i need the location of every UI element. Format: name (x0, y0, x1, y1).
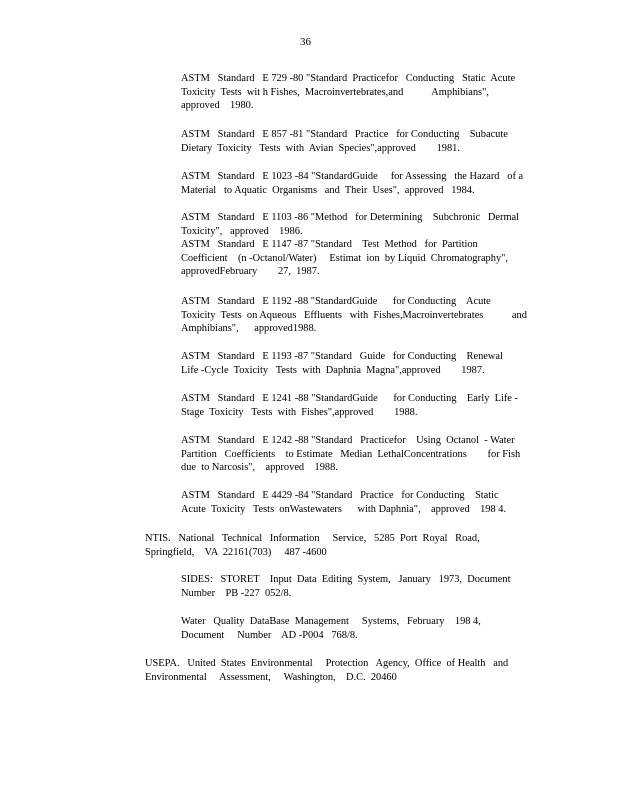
reference-line: SIDES: STORET Input Data Editing System, January 1973, Document (181, 574, 511, 585)
reference-usepa (145, 657, 545, 684)
reference-line: approvedFebruary 27, 1987. (181, 266, 320, 278)
reference-line: NTIS. National Technical Information Service, 5285 Port Royal Road, (145, 533, 480, 544)
reference-line: Coefficient (n -Octanol/Water) Estimat ion by Liquid Chromatography", (181, 252, 508, 264)
reference-line: Amphibians", approved1988. (181, 323, 317, 335)
reference-line: USEPA. United States Environmental Protection Agency, Office of Health and (145, 658, 509, 669)
reference-line: ASTM Standard E 1192 -88 "StandardGuide for Conducting Acute (181, 296, 491, 307)
reference-astm-e1103-e1147 (181, 211, 541, 279)
reference-line: approved 1980. (181, 100, 254, 112)
reference-line: Environmental Assessment, Washington, D.C. 20460 (145, 671, 397, 683)
reference-astm-e1192 (181, 295, 541, 336)
reference-line: Toxicity", approved 1986. (181, 225, 303, 237)
reference-line: Material to Aquatic Organisms and Their Uses", approved 1984. (181, 184, 475, 196)
page-number: 36 (300, 36, 311, 48)
reference-line: Partition Coefficients to Estimate Median LethalConcentrations for Fish (181, 448, 521, 460)
reference-line: Acute Toxicity Tests onWastewaters with Daphnia", approved 198 4. (181, 503, 507, 515)
reference-water-quality (181, 615, 541, 642)
reference-ntis (145, 532, 545, 559)
reference-line: Dietary Toxicity Tests with Avian Species",approved 1981. (181, 142, 460, 154)
reference-line: ASTM Standard E 1147 -87 "Standard Test Method for Partition (181, 239, 478, 251)
reference-line: ASTM Standard E 1241 -88 "StandardGuide for Conducting Early Life - (181, 393, 518, 404)
reference-line: ASTM Standard E 729 -80 "Standard Practicefor Conducting Static Acute (181, 73, 516, 84)
reference-astm-e4429 (181, 489, 541, 516)
reference-line: Springfield, VA 22161(703) 487 -4600 (145, 546, 327, 558)
reference-line: Number PB -227 052/8. (181, 587, 292, 599)
reference-line: Stage Toxicity Tests with Fishes",approved 1988. (181, 406, 418, 418)
reference-line: Toxicity Tests on Aqueous Effluents with Fishes,Macroinvertebrates and (181, 309, 527, 321)
reference-line: Toxicity Tests wit h Fishes, Macroinvertebrates,and Amphibians", (181, 86, 489, 98)
reference-line: ASTM Standard E 1023 -84 "StandardGuide for Assessing the Hazard of a (181, 171, 524, 182)
reference-line: due to Narcosis", approved 1988. (181, 462, 338, 474)
reference-astm-e729 (181, 72, 541, 113)
reference-line: ASTM Standard E 1103 -86 "Method for Determining Subchronic Dermal (181, 212, 520, 223)
reference-astm-e1023 (181, 170, 541, 197)
reference-astm-e1242 (181, 434, 541, 475)
reference-line: ASTM Standard E 1242 -88 "Standard Practicefor Using Octanol - Water (181, 435, 515, 446)
reference-sides (181, 573, 541, 600)
reference-line: ASTM Standard E 1193 -87 "Standard Guide for Conducting Renewal (181, 351, 503, 362)
reference-line: Document Number AD -P004 768/8. (181, 629, 358, 641)
reference-astm-e1241 (181, 392, 541, 419)
reference-line: ASTM Standard E 857 -81 "Standard Practice for Conducting Subacute (181, 129, 508, 140)
reference-astm-e1193 (181, 350, 541, 377)
reference-line: Life -Cycle Toxicity Tests with Daphnia Magna",approved 1987. (181, 364, 485, 376)
reference-line: ASTM Standard E 4429 -84 "Standard Practice for Conducting Static (181, 490, 499, 501)
reference-astm-e857 (181, 128, 541, 155)
reference-line: Water Quality DataBase Management Systems, February 198 4, (181, 616, 481, 627)
